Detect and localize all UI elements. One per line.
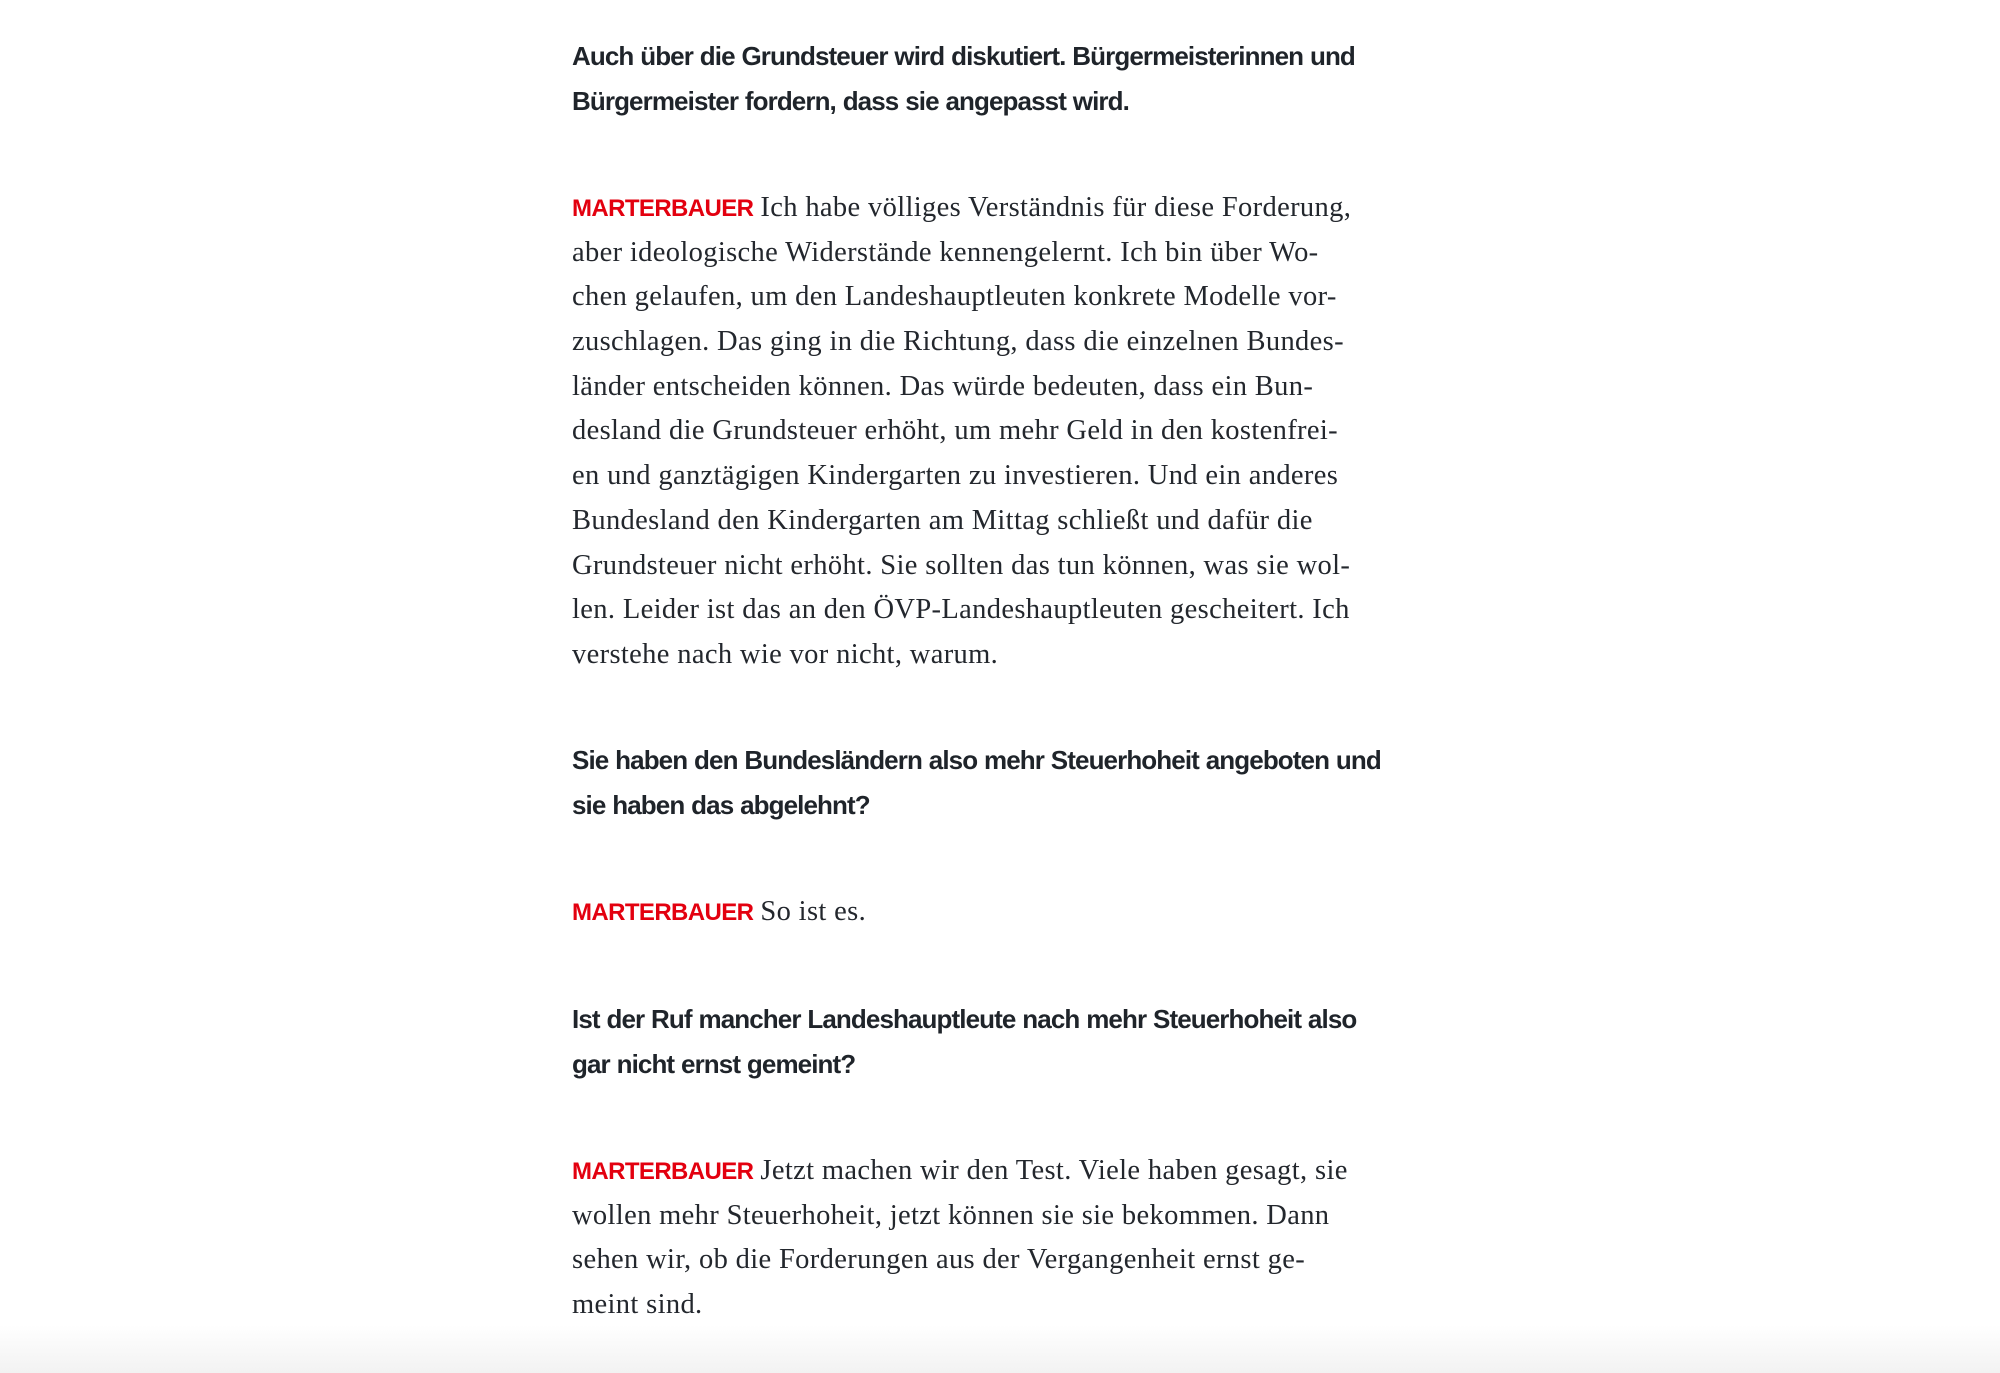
question-line: Ist der Ruf mancher Landeshauptleute nach mehr Steuerhoheit also (572, 1004, 1357, 1034)
answer-text: Ich habe völliges Verständnis für diese Forderung, (760, 192, 1352, 223)
answer-line (572, 1149, 1472, 1194)
bottom-fade-shadow (0, 1325, 2000, 1373)
answer-line: aber ideologische Widerstände kennengelernt. Ich bin über Wo- (572, 236, 1319, 268)
question-line: Bürgermeister fordern, dass sie angepasst wird. (572, 85, 1129, 116)
answer-line: länder entscheiden können. Das würde bedeuten, dass ein Bun- (572, 370, 1314, 402)
answer-line: verstehe nach wie vor nicht, warum. (572, 638, 999, 670)
speaker-name: MARTERBAUER (572, 1158, 754, 1185)
interview-question (572, 997, 1472, 1086)
answer-line: zuschlagen. Das ging in die Richtung, dass die einzelnen Bundes- (572, 326, 1344, 358)
answer-line: meint sind. (572, 1289, 703, 1321)
question-line: Auch über die Grundsteuer wird diskutiert. Bürgermeisterinnen und (572, 41, 1355, 71)
interview-question (572, 738, 1472, 827)
answer-line: wollen mehr Steuerhoheit, jetzt können sie sie bekommen. Dann (572, 1199, 1330, 1231)
interview-answer (572, 890, 1472, 935)
question-line: gar nicht ernst gemeint? (572, 1048, 856, 1079)
speaker-name: MARTERBAUER (572, 195, 754, 222)
interview-answer (572, 1149, 1472, 1328)
answer-line (572, 890, 1472, 935)
answer-line: Grundsteuer nicht erhöht. Sie sollten das tun können, was sie wol- (572, 549, 1351, 581)
answer-text: Jetzt machen wir den Test. Viele haben gesagt, sie (760, 1155, 1348, 1186)
answer-text: So ist es. (760, 896, 867, 927)
answer-line (572, 186, 1472, 231)
answer-line: chen gelaufen, um den Landeshauptleuten konkrete Modelle vor- (572, 281, 1337, 313)
answer-line: Bundesland den Kindergarten am Mittag schließt und dafür die (572, 504, 1313, 536)
answer-line: sehen wir, ob die Forderungen aus der Vergangenheit ernst ge- (572, 1244, 1306, 1276)
interview-answer (572, 186, 1472, 678)
question-line: sie haben das abgelehnt? (572, 789, 870, 820)
answer-line: en und ganztägigen Kindergarten zu investieren. Und ein anderes (572, 460, 1339, 492)
answer-line: desland die Grundsteuer erhöht, um mehr Geld in den kostenfrei- (572, 415, 1338, 447)
answer-line: len. Leider ist das an den ÖVP-Landeshauptleuten gescheitert. Ich (572, 594, 1350, 626)
interview-question (572, 34, 1472, 123)
speaker-name: MARTERBAUER (572, 899, 754, 926)
question-line: Sie haben den Bundesländern also mehr Steuerhoheit angeboten und (572, 745, 1381, 775)
